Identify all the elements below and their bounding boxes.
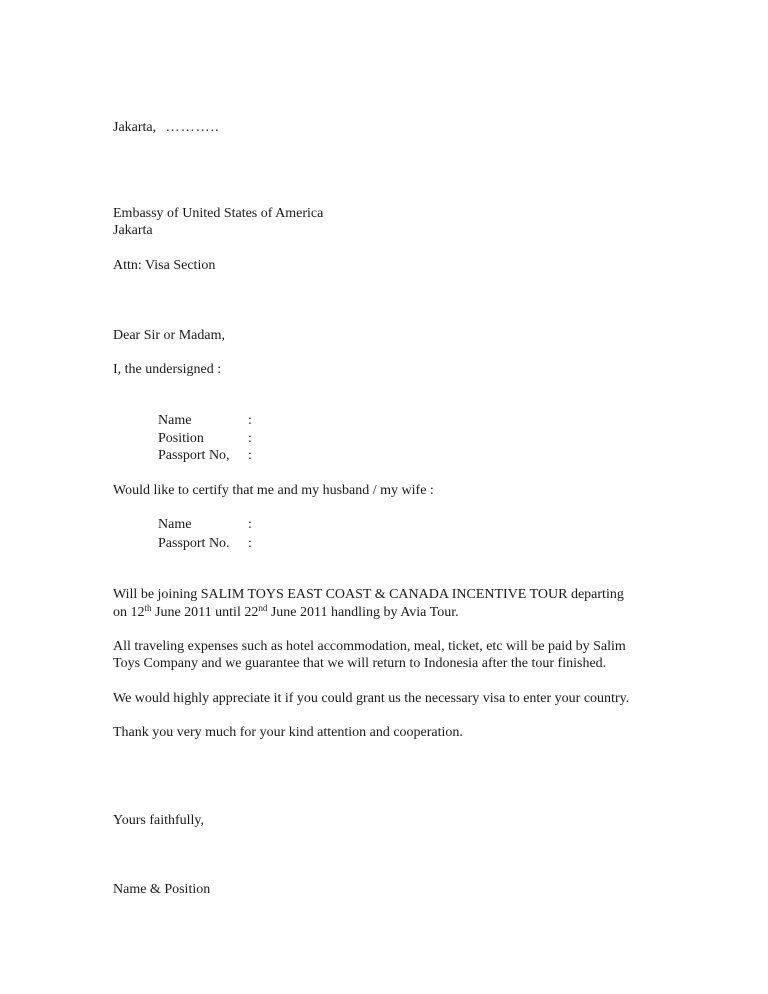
applicant-name-field xyxy=(158,412,252,429)
field-label: Name xyxy=(158,413,192,428)
certify-intro: Would like to certify that me and my husband / my wife : xyxy=(113,483,434,498)
attention-line: Attn: Visa Section xyxy=(113,258,216,273)
salutation: Dear Sir or Madam, xyxy=(113,328,225,343)
field-colon: : xyxy=(248,413,252,428)
recipient-name: Embassy of United States of America xyxy=(113,206,324,221)
undersigned-intro: I, the undersigned : xyxy=(113,362,222,377)
field-colon: : xyxy=(248,431,252,446)
appreciation-paragraph: We would highly appreciate it if you could grant us the necessary visa to enter your country. xyxy=(113,691,630,706)
field-label: Passport No, xyxy=(158,448,230,463)
tour-text: June 2011 handling by Avia Tour. xyxy=(267,605,459,620)
field-colon: : xyxy=(248,448,252,463)
spouse-name-field xyxy=(158,516,252,533)
expenses-paragraph-line1: All traveling expenses such as hotel accommodation, meal, ticket, etc will be paid by Salim xyxy=(113,639,626,654)
field-label: Name xyxy=(158,517,192,532)
date-line xyxy=(113,119,220,136)
thanks-paragraph: Thank you very much for your kind attention and cooperation. xyxy=(113,725,463,740)
field-label: Passport No. xyxy=(158,536,230,551)
tour-text: June 2011 until 22 xyxy=(151,605,259,620)
closing: Yours faithfully, xyxy=(113,813,205,828)
field-colon: : xyxy=(248,536,252,551)
tour-paragraph-line2 xyxy=(113,604,459,621)
field-label: Position xyxy=(158,431,204,446)
tour-paragraph-line1: Will be joining SALIM TOYS EAST COAST & CANADA INCENTIVE TOUR departing xyxy=(113,587,624,602)
tour-text: on 12 xyxy=(113,605,145,620)
signature-label: Name & Position xyxy=(113,882,211,897)
ordinal-suffix: th xyxy=(144,603,152,613)
expenses-paragraph-line2: Toys Company and we guarantee that we will return to Indonesia after the tour finished. xyxy=(113,656,607,671)
applicant-position-field xyxy=(158,430,252,447)
date-placeholder: ……….. xyxy=(165,120,220,135)
spouse-passport-field xyxy=(158,535,252,552)
applicant-passport-field xyxy=(158,447,252,464)
ordinal-suffix: nd xyxy=(258,603,268,613)
date-city: Jakarta, xyxy=(113,120,157,135)
recipient-city: Jakarta xyxy=(113,223,153,238)
field-colon: : xyxy=(248,517,252,532)
